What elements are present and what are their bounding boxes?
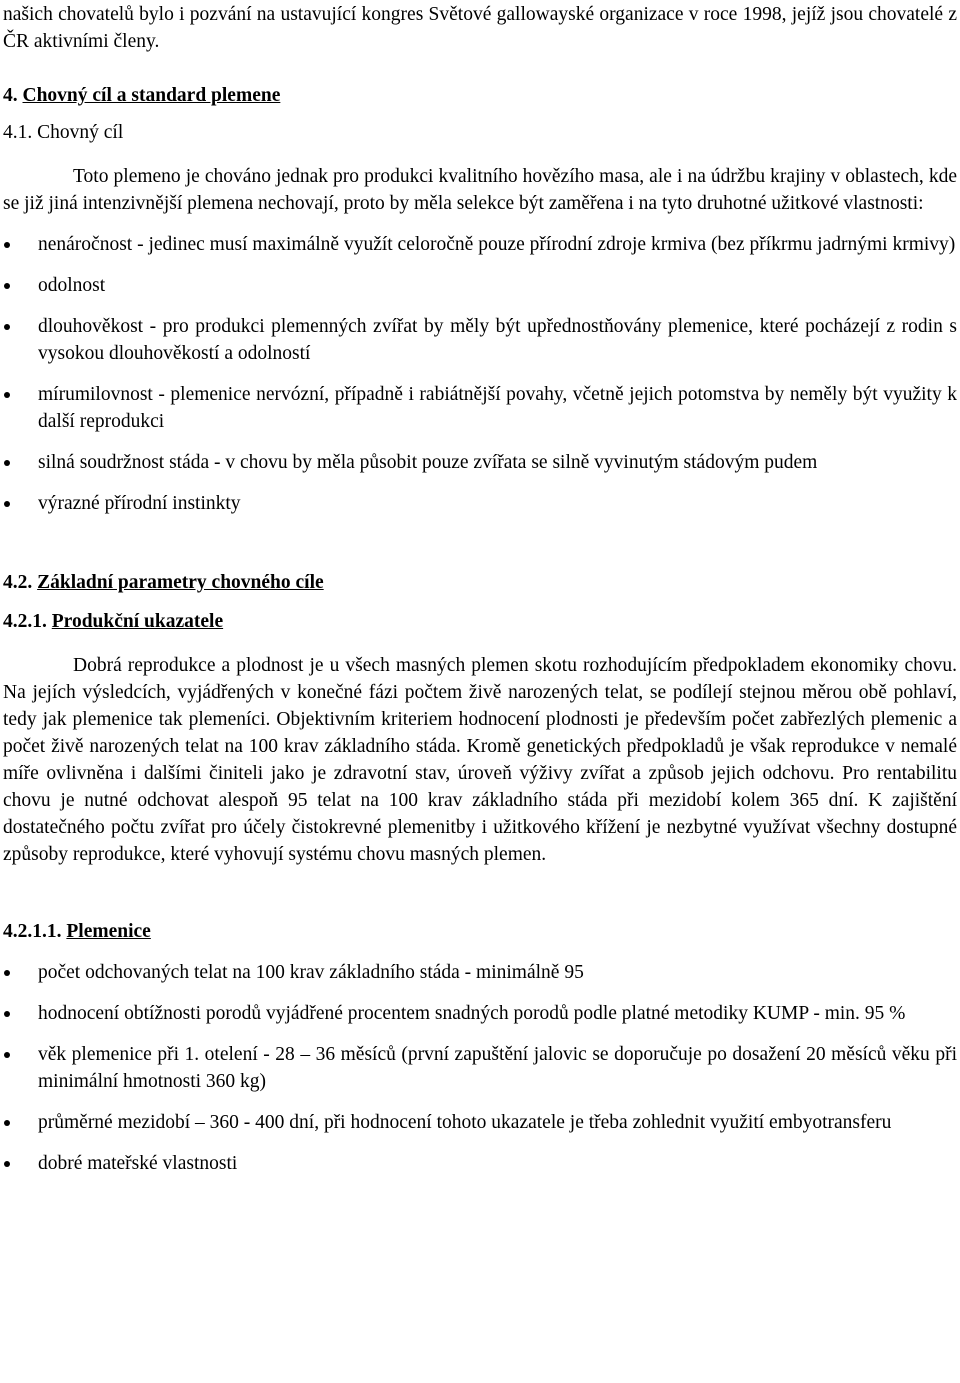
bullet-icon [4, 460, 10, 466]
heading-section-4-2 [3, 569, 957, 596]
list-item: dlouhověkost - pro produkci plemenných zvířat by měly být upřednostňovány plemenice, které pocházejí z rodin s vysokou dlouhověkostí a odolností [3, 313, 957, 367]
list-item: nenáročnost - jedinec musí maximálně využít celoročně pouze přírodní zdroje krmiva (bez příkrmu jadrnými krmivy) [3, 231, 957, 258]
section-4-1-bullet-list [3, 231, 957, 517]
heading-number: 4.2.1. [3, 611, 47, 632]
section-4-2-1-paragraph: Dobrá reprodukce a plodnost je u všech masných plemen skotu rozhodujícím předpokladem ekonomiky chovu. Na jejích výsledcích, vyjádřených v konečné fázi počtem živě narozených telat, se podílejí stejnou měrou obě pohlaví, tedy jak plemenice tak plemeníci. Objektivním kriteriem hodnocení plodnosti je především počet zabřezlých plemenic a počet živě narozených telat na 100 krav základního stáda. Kromě genetických předpokladů je však reprodukce v nemalé míře ovlivněna i dalšími činiteli jako je zdravotní stav, úroveň výživy zvířat a způsob jejich odchovu. Pro rentabilitu chovu je nutné odchovat alespoň 95 telat na 100 krav základního stáda při mezidobí kolem 365 dní. K zajištění dostatečného počtu zvířat pro účely čistokrevné plemenitby i užitkového křížení je nezbytné využívat všechny dostupné způsoby reprodukce, které vyhovují systému chovu masných plemen. [3, 655, 957, 865]
heading-title: Základní parametry chovného cíle [37, 572, 324, 593]
list-item: mírumilovnost - plemenice nervózní, případně i rabiátnější povahy, včetně jejich potomstva by neměly být využity k další reprodukci [3, 381, 957, 435]
heading-section-4-1 [3, 119, 957, 146]
bullet-icon [4, 242, 10, 248]
heading-number: 4.2. [3, 572, 33, 593]
list-item: věk plemenice při 1. otelení - 28 – 36 měsíců (první zapuštění jalovic se doporučuje po dosažení 20 měsíců věku při minimální hmotnosti 360 kg) [3, 1041, 957, 1095]
list-item: odolnost [3, 272, 957, 299]
document-page [3, 0, 957, 1177]
list-item: dobré mateřské vlastnosti [3, 1150, 957, 1177]
list-item: počet odchovaných telat na 100 krav základního stáda - minimálně 95 [3, 959, 957, 986]
heading-title: Produkční ukazatele [51, 611, 224, 632]
heading-title: Chovný cíl a standard plemene [22, 85, 281, 106]
section-4-2-1-1-bullet-list [3, 959, 957, 1177]
bullet-icon [4, 1052, 10, 1058]
list-item: silná soudržnost stáda - v chovu by měla působit pouze zvířata se silně vyvinutým stádovým pudem [3, 449, 957, 476]
heading-section-4 [3, 82, 957, 109]
heading-title: Plemenice [66, 921, 151, 942]
bullet-icon [4, 1161, 10, 1167]
heading-section-4-2-1-1 [3, 918, 957, 945]
bullet-icon [4, 1011, 10, 1017]
bullet-icon [4, 1120, 10, 1126]
bullet-icon [4, 501, 10, 507]
intro-paragraph: našich chovatelů bylo i pozvání na ustavující kongres Světové gallowayské organizace v roce 1998, jejíž jsou chovatelé z ČR aktivními členy. [3, 4, 957, 52]
list-item: hodnocení obtížnosti porodů vyjádřené procentem snadných porodů podle platné metodiky KUMP - min. 95 % [3, 1000, 957, 1027]
bullet-icon [4, 392, 10, 398]
heading-section-4-2-1 [3, 608, 957, 635]
list-item: průměrné mezidobí – 360 - 400 dní, při hodnocení tohoto ukazatele je třeba zohlednit využití embyotransferu [3, 1109, 957, 1136]
heading-number: 4.1. [3, 122, 33, 143]
list-item: výrazné přírodní instinkty [3, 490, 957, 517]
heading-number: 4.2.1.1. [3, 921, 62, 942]
bullet-icon [4, 283, 10, 289]
section-4-1-paragraph: Toto plemeno je chováno jednak pro produkci kvalitního hovězího masa, ale i na údržbu krajiny v oblastech, kde se již jiná intenzivnější plemena nechovají, proto by měla selekce být zaměřena i na tyto druhotné užitkové vlastnosti: [3, 166, 957, 214]
bullet-icon [4, 324, 10, 330]
heading-title: Chovný cíl [37, 122, 124, 143]
heading-number: 4. [3, 85, 18, 106]
bullet-icon [4, 970, 10, 976]
